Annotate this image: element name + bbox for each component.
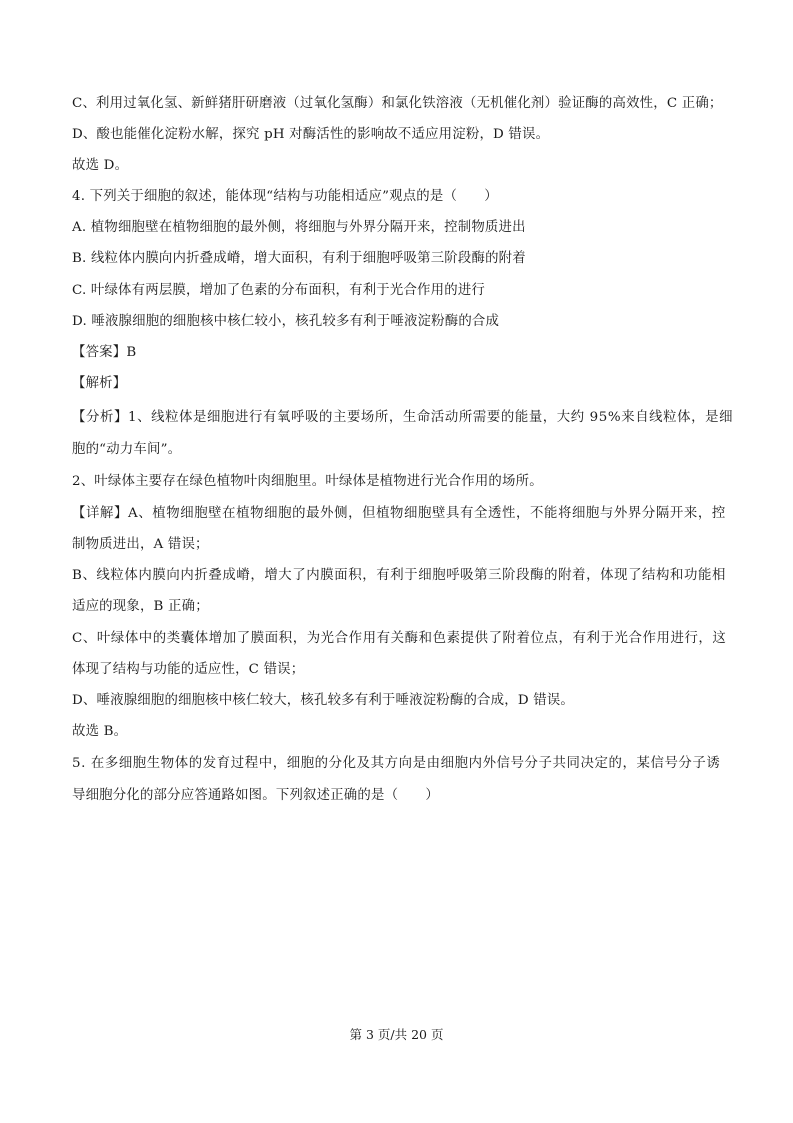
text-line-answer-choice-d: 故选 D。	[72, 158, 129, 173]
answer-choice-b: 故选 B。	[72, 724, 128, 739]
analysis-line-3: 2、叶绿体主要存在绿色植物叶肉细胞里。叶绿体是植物进行光合作用的场所。	[72, 474, 543, 489]
question-4-option-b: B. 线粒体内膜向内折叠成嵴，增大面积，有利于细胞呼吸第三阶段酶的附着	[72, 251, 526, 266]
detail-line-c-1: C、叶绿体中的类囊体增加了膜面积，为光合作用有关酶和色素提供了附着位点，有利于光合作用进行，这	[72, 631, 727, 646]
question-4-option-a: A. 植物细胞壁在植物细胞的最外侧，将细胞与外界分隔开来，控制物质进出	[72, 220, 526, 235]
text-line-option-d-explanation: D、酸也能催化淀粉水解，探究 pH 对酶活性的影响故不适应用淀粉，D 错误。	[72, 127, 550, 142]
answer-label: 【答案】B	[72, 345, 137, 360]
detail-line-b-2: 适应的现象，B 正确；	[72, 599, 209, 614]
text-line-option-c-explanation: C、利用过氧化氢、新鲜猪肝研磨液（过氧化氢酶）和氯化铁溶液（无机催化剂）验证酶的高效性，C 正确；	[72, 96, 723, 111]
question-4-stem: 4. 下列关于细胞的叙述，能体现“结构与功能相适应”观点的是（ ）	[72, 189, 498, 204]
analysis-line-1: 【分析】1、线粒体是细胞进行有氧呼吸的主要场所，生命活动所需要的能量，大约 95%来自线粒体，是细	[72, 410, 734, 425]
question-4-option-c: C. 叶绿体有两层膜，增加了色素的分布面积，有利于光合作用的进行	[72, 283, 486, 298]
analysis-heading: 【解析】	[72, 376, 127, 391]
detail-line-a-1: 【详解】A、植物细胞壁在植物细胞的最外侧，但植物细胞壁具有全透性，不能将细胞与外界分隔开来，控	[72, 506, 726, 521]
detail-line-c-2: 体现了结构与功能的适应性，C 错误；	[72, 662, 305, 677]
detail-line-d: D、唾液腺细胞的细胞核中核仁较大，核孔较多有利于唾液淀粉酶的合成，D 错误。	[72, 693, 574, 708]
detail-line-a-2: 制物质进出，A 错误；	[72, 537, 209, 552]
detail-line-b-1: B、线粒体内膜向内折叠成嵴，增大了内膜面积，有利于细胞呼吸第三阶段酶的附着，体现了结构和功能相	[72, 568, 727, 583]
question-5-stem-line-1: 5. 在多细胞生物体的发育过程中，细胞的分化及其方向是由细胞内外信号分子共同决定的，某信号分子诱	[72, 756, 721, 771]
question-4-option-d: D. 唾液腺细胞的细胞核中核仁较小，核孔较多有利于唾液淀粉酶的合成	[72, 314, 500, 329]
question-5-stem-line-2: 导细胞分化的部分应答通路如图。下列叙述正确的是（ ）	[72, 788, 439, 803]
page-number-footer: 第 3 页/共 20 页	[349, 1027, 444, 1042]
analysis-line-2: 胞的“动力车间”。	[72, 442, 182, 457]
